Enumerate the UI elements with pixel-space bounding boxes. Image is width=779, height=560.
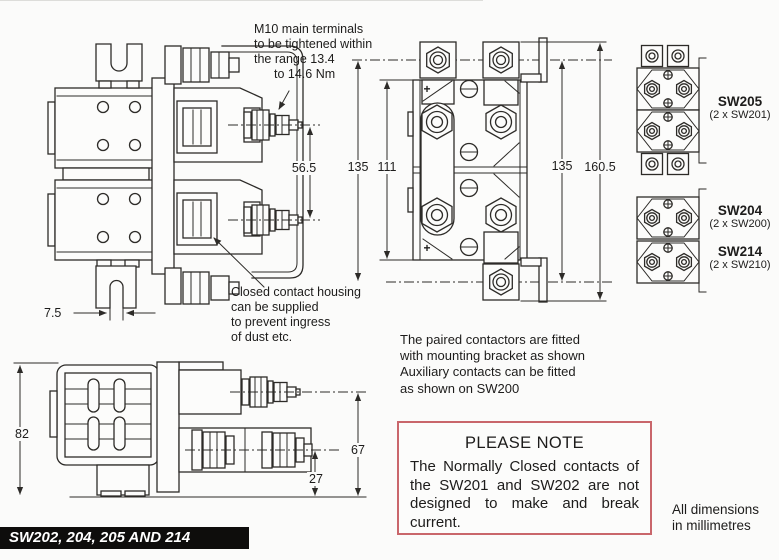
note-line: Closed contact housing [231,285,361,299]
closed-contact-note [231,285,361,345]
dim-front-overall-with-terminals: 160.5 [584,160,616,174]
note-line: The paired contactors are fitted [400,332,580,347]
sw204-sw214-drawing [637,189,706,292]
polarity-plus-mark: + [423,241,431,255]
product-name: SW214 [717,244,763,259]
product-name: SW204 [717,203,763,218]
units-note [672,502,759,534]
sw214-label [704,244,776,272]
note-line: to be tightened within [254,37,373,51]
note-line: to prevent ingress [231,315,331,329]
dim-tab-slot-width: 7.5 [44,306,62,320]
product-name: SW205 [717,94,763,109]
product-composition: (2 x SW200) [709,218,771,230]
please-note-body: The Normally Closed contacts of the SW201 and SW202 are not designed to make and break current. [410,458,639,531]
m10-terminal-note [254,22,372,82]
side-view-drawing [48,44,320,308]
dim-front-overall-left: 135 [347,160,369,174]
sw205-drawing [637,46,706,175]
model-title-bar: SW202, 204, 205 AND 214 [0,527,249,549]
note-line: the range 13.4 [254,52,335,66]
product-composition: (2 x SW210) [709,259,771,271]
please-note-box [397,421,652,535]
paired-contactors-note [400,332,585,397]
polarity-plus-mark: + [423,82,431,96]
dim-lower-terminal-height: 27 [309,472,323,486]
dim-front-overall-right: 135 [551,159,573,173]
note-line: Auxiliary contacts can be fitted [400,364,576,380]
dim-front-body: 111 [377,160,397,174]
note-line: in millimetres [672,518,751,533]
note-line: can be supplied [231,300,319,314]
dim-terminal-centres: 56.5 [291,161,317,175]
note-line: M10 main terminals [254,22,364,36]
note-line: of dust etc. [231,330,293,344]
product-composition: (2 x SW201) [709,109,771,121]
please-note-title: PLEASE NOTE [464,434,585,452]
dim-upper-terminal-height: 67 [351,443,365,457]
sw205-label [704,94,776,122]
dim-profile-height: 82 [15,427,29,441]
note-line: All dimensions [672,502,760,517]
sw204-label [704,203,776,231]
note-line: with mounting bracket as shown [400,348,585,364]
note-line: as shown on SW200 [400,380,520,396]
note-line: to 14.6 Nm [274,67,336,81]
m10-leader-arrow [279,91,289,109]
